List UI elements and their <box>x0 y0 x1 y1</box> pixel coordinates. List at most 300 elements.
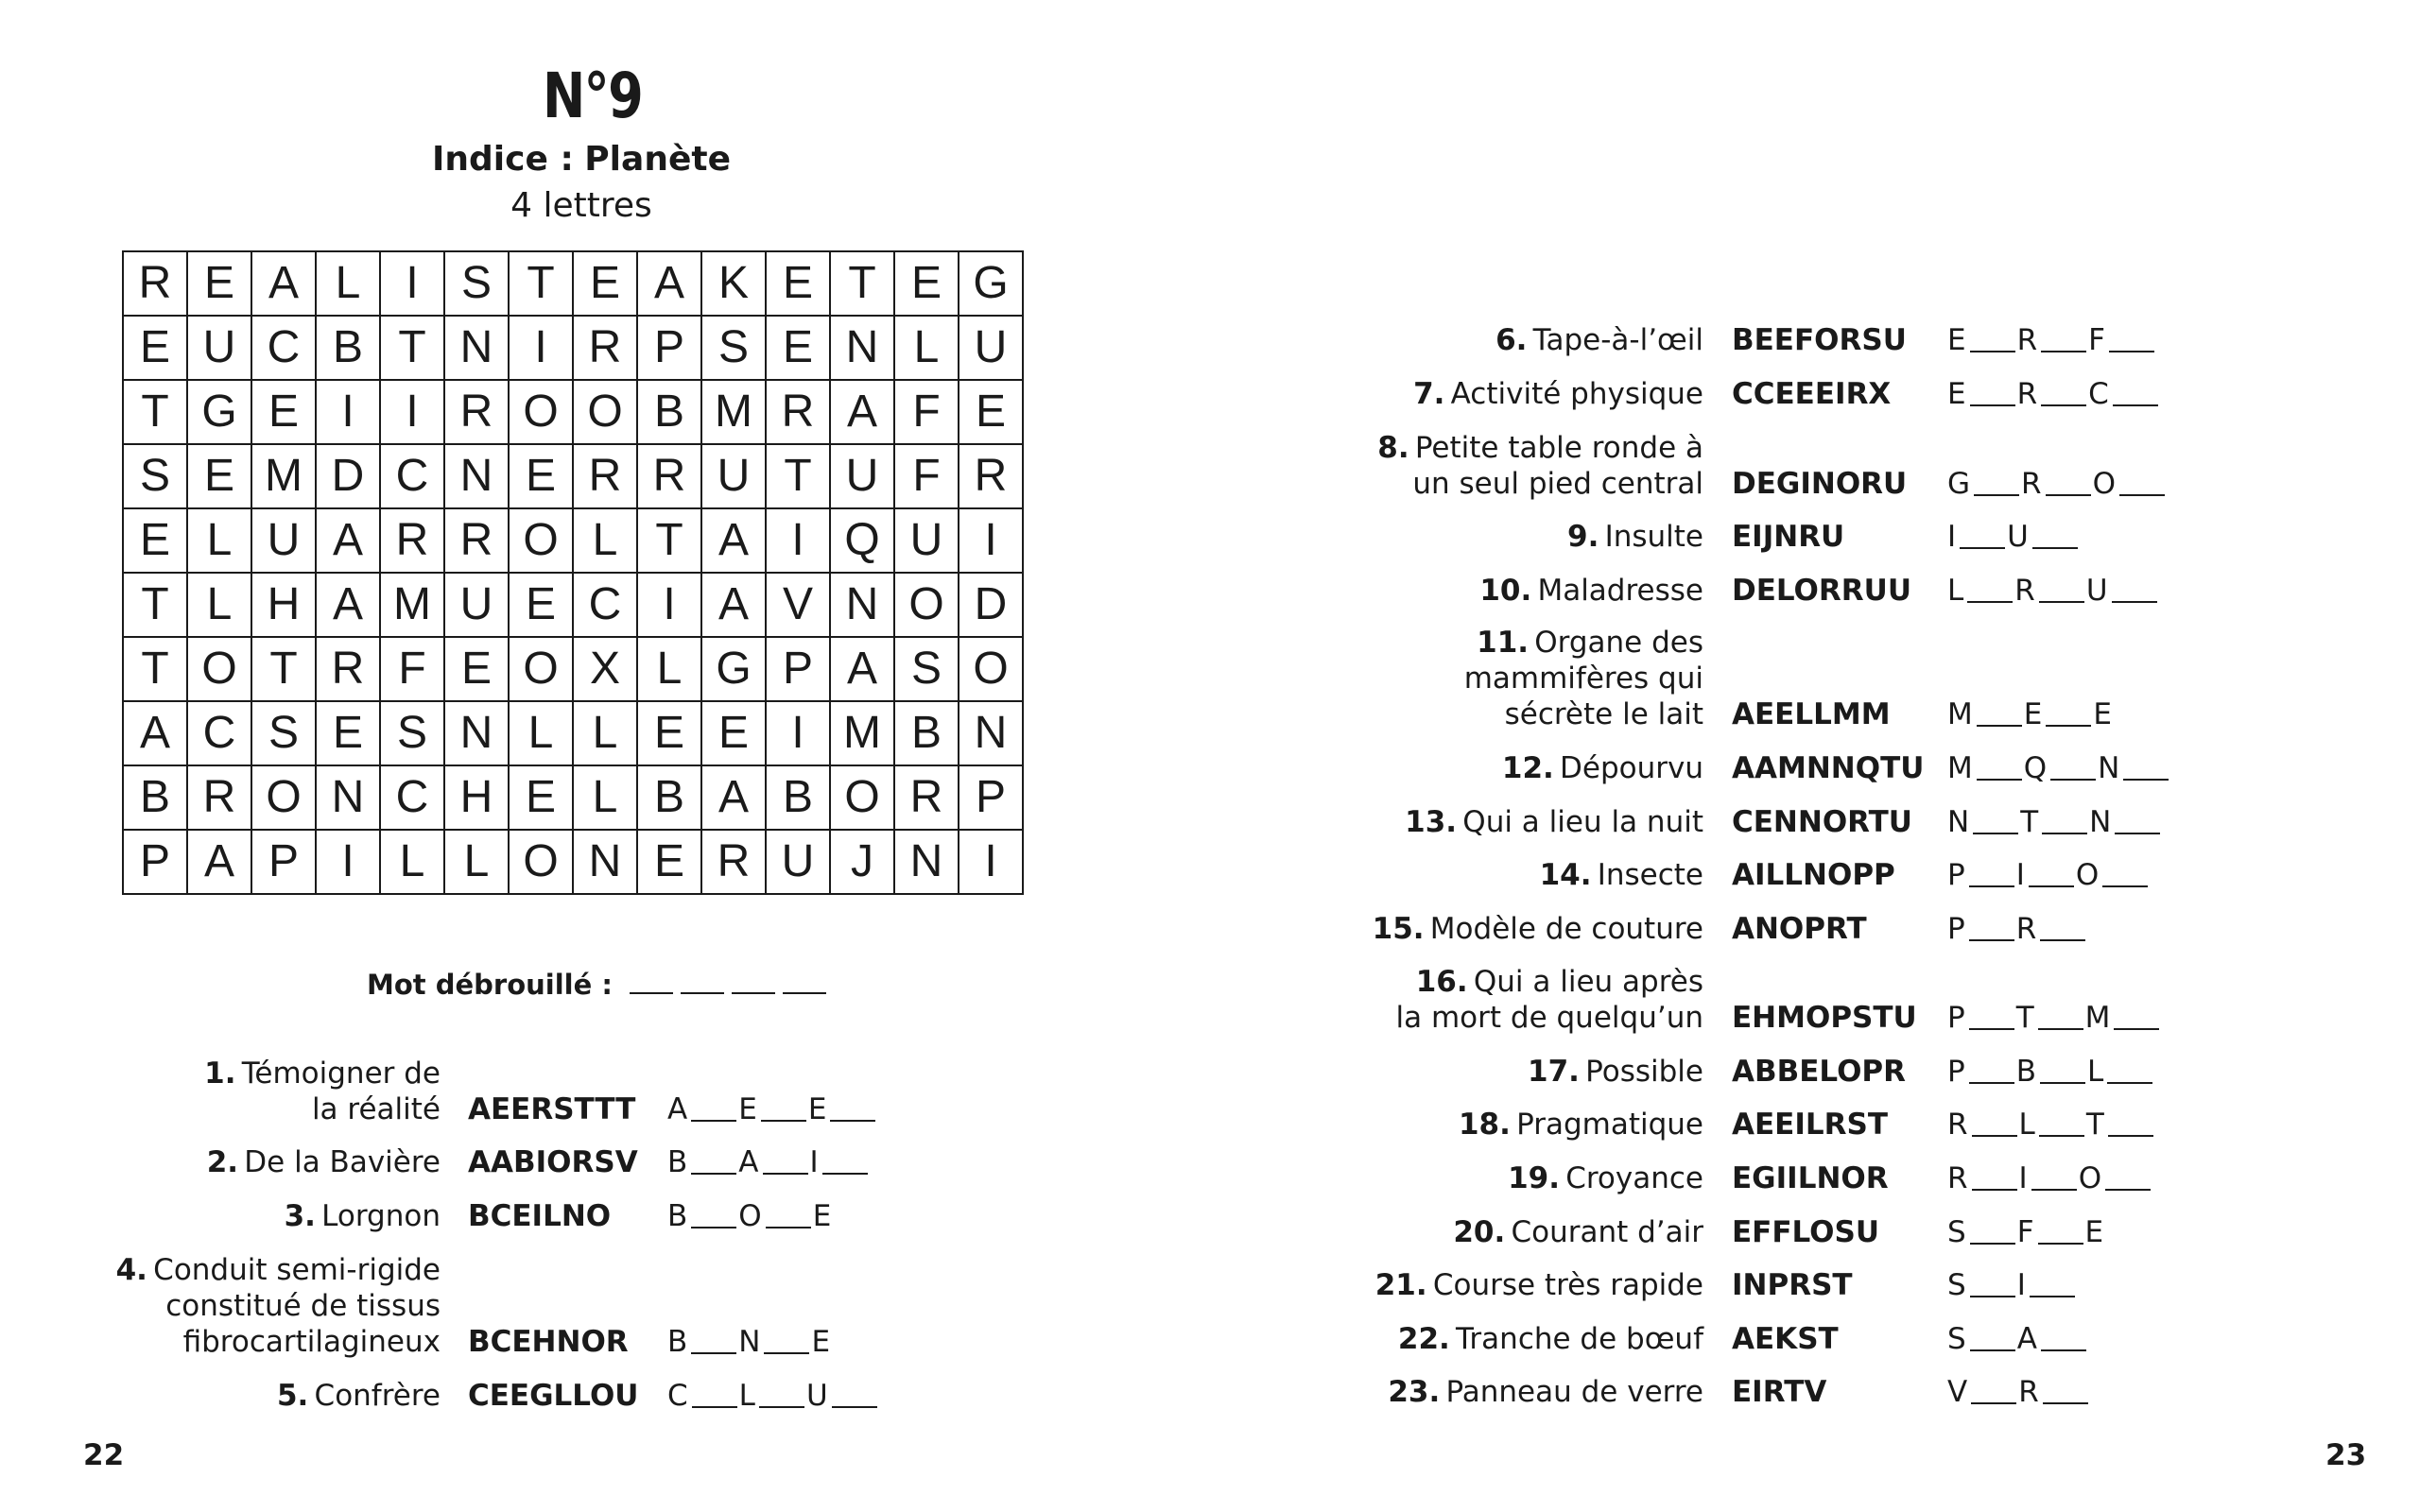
grid-cell[interactable]: E <box>701 701 766 765</box>
letter-blank[interactable] <box>1977 750 2022 781</box>
grid-cell[interactable]: E <box>509 765 573 830</box>
letter-blank[interactable] <box>2119 466 2165 496</box>
entry-number: 20. <box>1453 1215 1506 1249</box>
grid-cell[interactable]: R <box>766 380 830 444</box>
letter-blank[interactable] <box>1967 573 2013 603</box>
letter-blank[interactable] <box>1971 1374 2016 1404</box>
grid-cell[interactable]: E <box>509 573 573 637</box>
entry-definition <box>1269 1214 1703 1250</box>
grid-row <box>123 251 1023 316</box>
grid-cell[interactable]: R <box>444 508 509 573</box>
grid-row <box>123 637 1023 701</box>
answer-blank[interactable] <box>681 971 724 994</box>
anagram-entry <box>0 804 2420 840</box>
grid-cell[interactable]: O <box>959 637 1023 701</box>
grid-cell[interactable]: A <box>830 637 894 701</box>
grid-cell[interactable]: I <box>959 830 1023 894</box>
definition-text: mammifères qui <box>1463 662 1703 696</box>
grid-cell[interactable]: R <box>894 765 959 830</box>
answer-pattern[interactable] <box>1947 1267 2077 1303</box>
answer-pattern[interactable] <box>1947 573 2159 609</box>
entry-number: 10. <box>1479 574 1532 608</box>
grid-cell[interactable]: O <box>509 380 573 444</box>
grid-cell[interactable]: C <box>573 573 637 637</box>
letter-blank[interactable] <box>1960 519 2005 549</box>
answer-pattern[interactable] <box>1947 804 2162 840</box>
entry-definition <box>1269 857 1703 893</box>
scrambled-letters: AEELLMM <box>1732 697 1891 731</box>
definition-text: Insecte <box>1597 858 1703 892</box>
grid-cell[interactable]: H <box>251 573 316 637</box>
grid-cell[interactable]: B <box>637 380 701 444</box>
grid-cell[interactable]: G <box>701 637 766 701</box>
definition-text: sécrète le lait <box>1504 697 1703 731</box>
grid-cell[interactable]: N <box>830 573 894 637</box>
anagram-entry <box>0 1374 2420 1410</box>
answer-pattern[interactable] <box>1947 1374 2090 1410</box>
answer-pattern[interactable] <box>1947 1054 2154 1090</box>
entry-definition <box>1269 519 1703 555</box>
grid-cell[interactable]: E <box>766 251 830 316</box>
entry-definition <box>1269 1107 1703 1143</box>
grid-cell[interactable]: E <box>251 380 316 444</box>
answer-blank[interactable] <box>732 971 775 994</box>
definition-line <box>1269 376 1703 412</box>
given-letter: C <box>667 1379 688 1413</box>
grid-cell[interactable]: B <box>637 765 701 830</box>
letter-blank[interactable] <box>1970 1214 2015 1245</box>
grid-cell[interactable]: T <box>637 508 701 573</box>
grid-cell[interactable]: L <box>573 765 637 830</box>
grid-cell[interactable]: F <box>380 637 444 701</box>
letter-blank[interactable] <box>2040 1054 2085 1084</box>
letter-blank[interactable] <box>1970 322 2015 352</box>
grid-cell[interactable]: L <box>509 701 573 765</box>
grid-cell[interactable]: C <box>251 316 316 380</box>
given-letter: N <box>1947 805 1970 839</box>
definition-text: Tranche de bœuf <box>1456 1322 1703 1356</box>
grid-cell[interactable]: U <box>444 573 509 637</box>
answer-pattern[interactable] <box>1947 696 2112 732</box>
answer-pattern[interactable] <box>1947 857 2150 893</box>
grid-cell[interactable]: L <box>316 251 380 316</box>
grid-cell[interactable]: S <box>123 444 187 508</box>
grid-cell[interactable]: N <box>573 830 637 894</box>
grid-cell[interactable]: P <box>959 765 1023 830</box>
anagram-entry <box>0 750 2420 786</box>
definition-text: Confrère <box>314 1379 441 1413</box>
given-letter: E <box>1947 323 1966 357</box>
given-letter: B <box>2015 1055 2036 1089</box>
scrambled-letters: EHMOPSTU <box>1732 1001 1917 1035</box>
given-letter: I <box>2015 858 2025 892</box>
grid-cell[interactable]: I <box>766 508 830 573</box>
letter-blank[interactable] <box>2040 911 2085 941</box>
grid-cell[interactable]: I <box>316 830 380 894</box>
letter-blank[interactable] <box>1970 1267 2015 1297</box>
scrambled-letters: AEERSTTT <box>468 1092 636 1126</box>
answer-pattern[interactable] <box>1947 466 2167 502</box>
grid-cell[interactable]: P <box>123 830 187 894</box>
grid-cell[interactable]: E <box>187 444 251 508</box>
scrambled-letters: BCEHNOR <box>468 1325 629 1359</box>
entry-definition <box>1269 1160 1703 1196</box>
given-letter: M <box>1947 751 1973 785</box>
grid-cell[interactable]: P <box>766 637 830 701</box>
letter-blank[interactable] <box>2030 1267 2075 1297</box>
grid-cell[interactable]: E <box>187 251 251 316</box>
grid-cell[interactable]: U <box>251 508 316 573</box>
grid-cell[interactable]: E <box>637 701 701 765</box>
grid-cell[interactable]: A <box>187 830 251 894</box>
grid-cell[interactable]: B <box>316 316 380 380</box>
grid-cell[interactable]: E <box>766 316 830 380</box>
definition-line <box>1269 1000 1703 1036</box>
grid-cell[interactable]: R <box>123 251 187 316</box>
grid-cell[interactable]: L <box>380 830 444 894</box>
grid-cell[interactable]: A <box>701 765 766 830</box>
entry-number: 4. <box>115 1253 147 1287</box>
grid-cell[interactable]: R <box>959 444 1023 508</box>
grid-cell[interactable]: L <box>637 637 701 701</box>
definition-line <box>1269 519 1703 555</box>
given-letter: L <box>1947 574 1964 608</box>
grid-cell[interactable]: L <box>894 316 959 380</box>
grid-cell[interactable]: A <box>316 508 380 573</box>
entry-number: 23. <box>1388 1375 1441 1409</box>
grid-cell[interactable]: T <box>251 637 316 701</box>
grid-cell[interactable]: F <box>894 444 959 508</box>
letter-blank[interactable] <box>1972 1160 2017 1191</box>
grid-cell[interactable]: N <box>830 316 894 380</box>
entry-number: 12. <box>1501 751 1554 785</box>
letter-blank[interactable] <box>2032 519 2078 549</box>
grid-cell[interactable]: S <box>701 316 766 380</box>
grid-cell[interactable]: R <box>573 316 637 380</box>
grid-cell[interactable]: L <box>573 508 637 573</box>
grid-cell[interactable]: G <box>959 251 1023 316</box>
given-letter: N <box>2089 805 2112 839</box>
grid-cell[interactable]: I <box>637 573 701 637</box>
entry-number: 5. <box>276 1379 309 1413</box>
grid-cell[interactable]: L <box>573 701 637 765</box>
grid-cell[interactable]: G <box>187 380 251 444</box>
answer-pattern[interactable] <box>1947 519 2080 555</box>
grid-cell[interactable]: R <box>701 830 766 894</box>
letter-blank[interactable] <box>2115 804 2160 834</box>
anagram-entry <box>0 322 2420 358</box>
letter-blank[interactable] <box>1969 911 2014 941</box>
letter-blank[interactable] <box>2123 750 2169 781</box>
grid-cell[interactable]: B <box>123 765 187 830</box>
grid-cell[interactable]: T <box>380 316 444 380</box>
grid-cell[interactable]: L <box>187 508 251 573</box>
letter-blank[interactable] <box>1970 376 2015 406</box>
clue-line <box>392 137 770 182</box>
entry-number: 21. <box>1374 1268 1427 1302</box>
grid-cell[interactable]: O <box>509 637 573 701</box>
grid-cell[interactable]: E <box>959 380 1023 444</box>
grid-cell[interactable]: L <box>444 830 509 894</box>
letter-blank[interactable] <box>2046 466 2091 496</box>
grid-cell[interactable]: B <box>766 765 830 830</box>
answer-pattern[interactable] <box>1947 322 2156 358</box>
letter-blank[interactable] <box>2041 376 2086 406</box>
entry-definition <box>1269 964 1703 1036</box>
grid-cell[interactable]: L <box>187 573 251 637</box>
grid-cell[interactable]: O <box>830 765 894 830</box>
grid-cell[interactable]: D <box>316 444 380 508</box>
letter-blank[interactable] <box>2039 1107 2084 1137</box>
grid-cell[interactable]: O <box>894 573 959 637</box>
grid-cell[interactable]: U <box>187 316 251 380</box>
entry-number: 22. <box>1397 1322 1450 1356</box>
grid-cell[interactable]: N <box>316 765 380 830</box>
letter-blank[interactable] <box>2043 1374 2088 1404</box>
given-letter: A <box>738 1145 759 1179</box>
grid-cell[interactable]: R <box>380 508 444 573</box>
grid-cell[interactable]: U <box>701 444 766 508</box>
unscrambled-label: Mot débrouillé : <box>367 969 613 1001</box>
grid-cell[interactable]: V <box>766 573 830 637</box>
definition-line <box>1269 661 1703 696</box>
letter-blank[interactable] <box>2038 1214 2083 1245</box>
letter-blank[interactable] <box>1972 1107 2017 1137</box>
letter-blank[interactable] <box>2041 322 2086 352</box>
letter-blank[interactable] <box>1974 466 2019 496</box>
grid-cell[interactable]: T <box>509 251 573 316</box>
grid-cell[interactable]: C <box>380 444 444 508</box>
grid-cell[interactable]: E <box>444 637 509 701</box>
scrambled-letters: EFFLOSU <box>1732 1215 1880 1249</box>
given-letter: U <box>2007 520 2029 554</box>
grid-cell[interactable]: M <box>830 701 894 765</box>
grid-cell[interactable]: T <box>766 444 830 508</box>
anagram-entry <box>0 519 2420 555</box>
given-letter: B <box>667 1199 688 1233</box>
scrambled-letters: AAMNNQTU <box>1732 751 1925 785</box>
letter-blank[interactable] <box>2105 1160 2151 1191</box>
letter-blank[interactable] <box>1969 1054 2014 1084</box>
anagram-entry <box>0 1054 2420 1090</box>
letter-blank[interactable] <box>2108 1107 2153 1137</box>
entry-number: 8. <box>1377 431 1409 465</box>
answer-pattern[interactable] <box>1947 750 2170 786</box>
letter-blank[interactable] <box>2114 1000 2159 1030</box>
grid-cell[interactable]: E <box>316 701 380 765</box>
grid-cell[interactable]: R <box>573 444 637 508</box>
grid-cell[interactable]: I <box>380 251 444 316</box>
letter-blank[interactable] <box>1970 1321 2015 1351</box>
anagram-entry <box>0 1214 2420 1250</box>
letter-blank[interactable] <box>2038 1000 2083 1030</box>
answer-pattern[interactable] <box>1947 1000 2161 1036</box>
letter-blank[interactable] <box>2050 750 2096 781</box>
grid-cell[interactable]: T <box>123 573 187 637</box>
grid-cell[interactable]: D <box>959 573 1023 637</box>
answer-pattern[interactable] <box>1947 1107 2155 1143</box>
given-letter: R <box>2021 467 2042 501</box>
grid-cell[interactable]: N <box>444 701 509 765</box>
definition-text: fibrocartilagineux <box>182 1325 441 1359</box>
grid-cell[interactable]: O <box>187 637 251 701</box>
grid-cell[interactable]: I <box>509 316 573 380</box>
letter-blank[interactable] <box>2041 1321 2086 1351</box>
anagram-entry <box>0 1321 2420 1357</box>
grid-cell[interactable]: A <box>637 251 701 316</box>
grid-cell[interactable]: C <box>187 701 251 765</box>
grid-cell[interactable]: O <box>509 830 573 894</box>
definition-text: Organe des <box>1534 626 1703 660</box>
clue-value: Planète <box>584 140 731 179</box>
grid-cell[interactable]: R <box>316 637 380 701</box>
given-letter: U <box>2085 574 2108 608</box>
answer-pattern[interactable] <box>1947 1321 2088 1357</box>
given-letter: L <box>2018 1108 2035 1142</box>
definition-line <box>1269 750 1703 786</box>
grid-cell[interactable]: U <box>766 830 830 894</box>
letter-blank[interactable] <box>1969 857 2014 887</box>
grid-cell[interactable]: T <box>123 637 187 701</box>
grid-cell[interactable]: I <box>959 508 1023 573</box>
grid-cell[interactable]: A <box>830 380 894 444</box>
grid-cell[interactable]: J <box>830 830 894 894</box>
entry-definition <box>1269 804 1703 840</box>
grid-cell[interactable]: T <box>123 380 187 444</box>
answer-pattern[interactable] <box>1947 1160 2152 1196</box>
grid-cell[interactable]: A <box>251 251 316 316</box>
grid-cell[interactable]: Q <box>830 508 894 573</box>
letter-blank[interactable] <box>2107 1054 2152 1084</box>
grid-cell[interactable]: A <box>701 573 766 637</box>
grid-cell[interactable]: I <box>316 380 380 444</box>
grid-cell[interactable]: O <box>573 380 637 444</box>
grid-cell[interactable]: S <box>380 701 444 765</box>
given-letter: E <box>2084 1215 2104 1249</box>
grid-cell[interactable]: O <box>509 508 573 573</box>
grid-cell[interactable]: E <box>509 444 573 508</box>
grid-cell[interactable]: U <box>959 316 1023 380</box>
grid-cell[interactable]: F <box>894 380 959 444</box>
letter-blank[interactable] <box>2031 1160 2077 1191</box>
scrambled-letters: AILLNOPP <box>1732 858 1895 892</box>
entry-definition <box>1269 1054 1703 1090</box>
entry-definition <box>1269 1267 1703 1303</box>
definition-line <box>1269 857 1703 893</box>
grid-cell[interactable]: E <box>123 316 187 380</box>
grid-cell[interactable]: S <box>251 701 316 765</box>
given-letter: E <box>811 1325 831 1359</box>
grid-cell[interactable]: N <box>894 830 959 894</box>
grid-cell[interactable]: P <box>637 316 701 380</box>
answer-pattern[interactable] <box>1947 376 2160 412</box>
letter-blank[interactable] <box>2113 376 2158 406</box>
grid-cell[interactable]: E <box>123 508 187 573</box>
grid-cell[interactable]: N <box>444 316 509 380</box>
given-letter: R <box>2014 574 2035 608</box>
letter-blank[interactable] <box>1977 696 2022 727</box>
answer-pattern[interactable] <box>1947 911 2087 947</box>
anagram-entry <box>0 376 2420 412</box>
grid-cell[interactable]: U <box>894 508 959 573</box>
given-letter: T <box>2020 805 2039 839</box>
letter-blank[interactable] <box>2046 696 2091 727</box>
entry-number: 18. <box>1458 1108 1511 1142</box>
grid-cell[interactable]: M <box>251 444 316 508</box>
grid-cell[interactable]: E <box>573 251 637 316</box>
grid-cell[interactable]: T <box>830 251 894 316</box>
grid-cell[interactable]: S <box>444 251 509 316</box>
grid-cell[interactable]: A <box>701 508 766 573</box>
grid-cell[interactable]: K <box>701 251 766 316</box>
grid-cell[interactable]: E <box>637 830 701 894</box>
grid-cell[interactable]: C <box>380 765 444 830</box>
answer-blank[interactable] <box>783 971 826 994</box>
answer-blank[interactable] <box>630 971 673 994</box>
grid-cell[interactable]: B <box>894 701 959 765</box>
letter-blank[interactable] <box>2109 322 2154 352</box>
given-letter: R <box>2016 377 2038 411</box>
grid-cell[interactable]: I <box>380 380 444 444</box>
entry-number: 16. <box>1415 965 1468 999</box>
unscrambled-blanks[interactable] <box>630 966 834 1004</box>
given-letter: S <box>1947 1322 1966 1356</box>
definition-line <box>1269 1374 1703 1410</box>
grid-cell[interactable]: M <box>380 573 444 637</box>
grid-cell[interactable]: M <box>701 380 766 444</box>
anagram-entry <box>0 857 2420 893</box>
letter-blank[interactable] <box>2039 573 2084 603</box>
definition-text: constitué de tissus <box>165 1289 441 1323</box>
grid-cell[interactable]: R <box>444 380 509 444</box>
grid-cell[interactable]: X <box>573 637 637 701</box>
anagram-entry <box>0 431 2420 502</box>
given-letter: I <box>1947 520 1957 554</box>
given-letter: F <box>2016 1215 2034 1249</box>
grid-cell[interactable]: A <box>123 701 187 765</box>
answer-pattern[interactable] <box>1947 1214 2103 1250</box>
definition-text: Croyance <box>1565 1161 1703 1195</box>
letter-blank[interactable] <box>2029 857 2074 887</box>
letter-blank[interactable] <box>2042 804 2087 834</box>
given-letter: R <box>2016 323 2038 357</box>
definition-line <box>1269 696 1703 732</box>
grid-cell[interactable]: I <box>766 701 830 765</box>
grid-cell[interactable]: U <box>830 444 894 508</box>
grid-cell[interactable]: R <box>637 444 701 508</box>
grid-cell[interactable]: P <box>251 830 316 894</box>
definition-text: Courant d’air <box>1511 1215 1703 1249</box>
grid-cell[interactable]: N <box>444 444 509 508</box>
letter-blank[interactable] <box>1973 804 2018 834</box>
definition-line <box>1269 1267 1703 1303</box>
definition-text: Modèle de couture <box>1429 912 1703 946</box>
grid-cell[interactable]: N <box>959 701 1023 765</box>
letter-blank[interactable] <box>2102 857 2148 887</box>
grid-cell[interactable]: H <box>444 765 509 830</box>
given-letter: O <box>2092 467 2116 501</box>
grid-cell[interactable]: S <box>894 637 959 701</box>
grid-cell[interactable]: O <box>251 765 316 830</box>
grid-cell[interactable]: A <box>316 573 380 637</box>
letter-blank[interactable] <box>2112 573 2157 603</box>
definition-text: Tape-à-l’œil <box>1532 323 1703 357</box>
letter-blank[interactable] <box>1969 1000 2014 1030</box>
anagram-entry <box>0 911 2420 947</box>
entry-definition <box>1269 750 1703 786</box>
grid-cell[interactable]: R <box>187 765 251 830</box>
grid-cell[interactable]: E <box>894 251 959 316</box>
